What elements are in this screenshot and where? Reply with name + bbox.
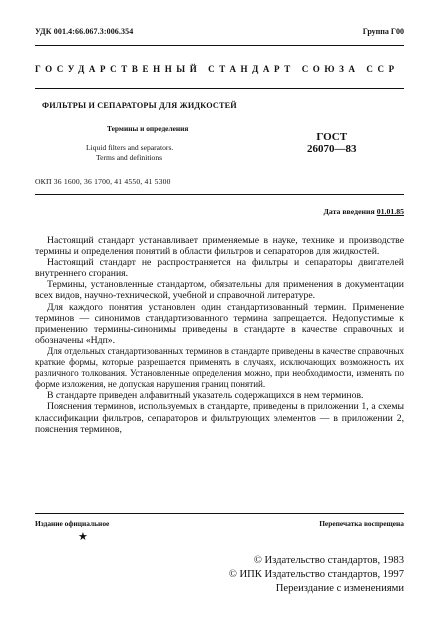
paragraph: Для отдельных стандартизованных терминов в стандарте приведены в качестве справочных краткие формы, которые разрешается применять в случаях, исключающих возможность их различного толкования. Установленные определения можно, при необходимости, изменять по форме изложения, не допуская нарушения границ понятий. bbox=[35, 345, 404, 390]
reprint-prohibited-label: Перепечатка воспрещена bbox=[319, 519, 404, 528]
paragraph: Для каждого понятия установлен один стандартизованный термин. Применение терминов — синонимов стандартизованного термина запрещается. Недопустимые к применению термины-синонимы приведены в стандарте в качестве справочных и обозначены «Ндп». bbox=[35, 301, 404, 346]
official-edition-label: Издание официальное bbox=[35, 519, 110, 528]
star-icon: ★ bbox=[78, 531, 88, 543]
gost-number: 26070—83 bbox=[307, 143, 357, 155]
effective-date-label: Дата введения bbox=[323, 207, 375, 216]
group-code: Группа Г00 bbox=[362, 27, 404, 36]
paragraph: В стандарте приведен алфавитный указатель содержащихся в нем терминов. bbox=[47, 390, 364, 402]
udk-code: УДК 001.4:66.067.3:006.354 bbox=[35, 27, 134, 36]
copyright-line2: © ИПК Издательство стандартов, 1997 bbox=[228, 569, 404, 580]
paragraph: Пояснения терминов, используемых в стандарте, приведены в приложении 1, а схемы классификации фильтров, сепараторов и фильтрующих элементов — в приложении 2, пояснения терминов, bbox=[35, 401, 404, 435]
body-text bbox=[35, 235, 404, 435]
standard-banner: ГОСУДАРСТВЕННЫЙ СТАНДАРТ СОЮЗА ССР bbox=[35, 64, 399, 74]
paragraph: Настоящий стандарт не распространяется на фильтры и сепараторы двигателей внутреннего сгорания. bbox=[35, 257, 404, 280]
gost-label: ГОСТ bbox=[316, 131, 348, 143]
document-subtitle: Термины и определения bbox=[107, 124, 189, 133]
gost-designation bbox=[307, 131, 357, 155]
footer-rule bbox=[35, 513, 404, 514]
effective-date bbox=[324, 207, 404, 216]
okp-codes: ОКП 36 1600, 36 1700, 41 4550, 41 5300 bbox=[35, 177, 171, 186]
paragraph: Термины, установленные стандартом, обязательны для применения в документации всех видов, научно-технической, учебной и справочной литературе. bbox=[35, 279, 404, 302]
paragraph: Настоящий стандарт устанавливает применяемые в науке, технике и производстве термины и определения понятий в области фильтров и сепараторов для жидкостей. bbox=[35, 235, 404, 258]
reissue-note: Переиздание с изменениями bbox=[275, 583, 404, 594]
english-title-line1: Liquid filters and separators. bbox=[86, 143, 174, 152]
okp-rule bbox=[35, 194, 404, 195]
top-rule bbox=[35, 45, 404, 46]
document-title: ФИЛЬТРЫ И СЕПАРАТОРЫ ДЛЯ ЖИДКОСТЕЙ bbox=[42, 101, 237, 110]
english-title-line2: Terms and definitions bbox=[96, 153, 163, 162]
banner-rule bbox=[35, 88, 404, 89]
copyright-line1: © Издательство стандартов, 1983 bbox=[253, 555, 404, 566]
effective-date-value: 01.01.85 bbox=[376, 207, 404, 216]
